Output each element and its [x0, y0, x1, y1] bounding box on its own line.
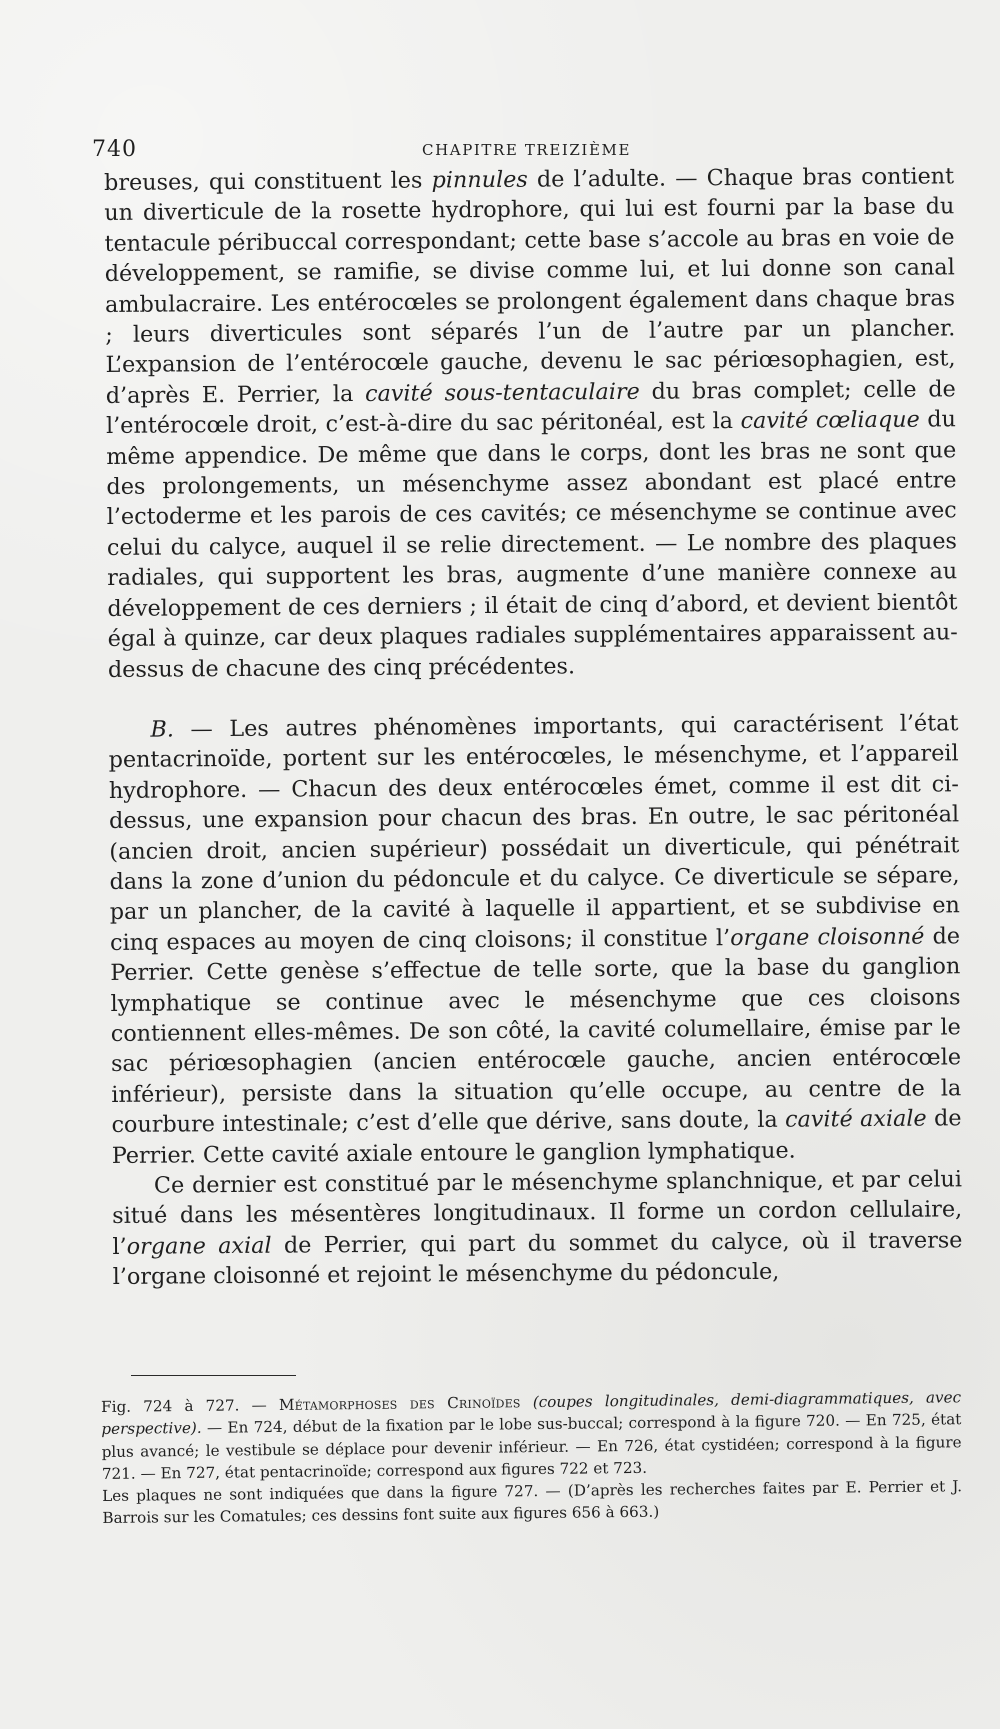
- paragraph-2-text-1: — Les autres phénomènes importants, qui caractérisent l’état pentacrinoïde, portent sur les entérocœles, le mésenchyme, et l’appareil hydrophore. — Chacun des deux entérocœles émet, comme il est dit ci-dessus, une expansion pour chacun des bras. En outre, le sac péritonéal (ancien droit, ancien supérieur) possédait un diverticule, qui pénétrait dans la zone d’union du pédoncule et du calyce. Ce diverticule se sépare, par un plancher, de la cavité à laquelle il appartient, et se subdivise en cinq espaces au moyen de cinq cloisons; il constitue l’: [108, 710, 960, 956]
- italic-term-cavite-coeliaque: cavité cœliaque: [740, 406, 920, 435]
- paragraph-1-text-3: du bras complet; celle de l’entérocœle droit, c’est-à-dire du sac péritonéal, est la: [105, 376, 956, 440]
- chapter-title: CHAPITRE TREIZIÈME: [422, 141, 632, 159]
- paragraph-2: [108, 708, 962, 1171]
- caption-text-2: Les plaques ne sont indiquées que dans la figure 727. — (D’après les recherches faites par E. Perrier et J. Barrois sur les Comatules; ces dessins font suite aux figures 656 à 663.): [102, 1477, 963, 1528]
- paragraph-1-text-4: du même appendice. De même que dans le corps, dont les bras ne sont que des prolongements, un mésenchyme assez abondant est placé entre l’ectoderme et les parois de ces cavités; ce mésenchyme se continue avec celui du calyce, auquel il se relie directement. — Le nombre des plaques radiales, qui supportent les bras, augmente d’une manière connexe au développement de ces derniers ; il était de cinq d’abord, et devient bientôt égal à quinze, car deux plaques radiales supplémentaires apparaissent au-dessus de chacune des cinq précédentes.: [106, 406, 958, 683]
- paragraph-3-text-1: Ce dernier est constitué par le mésenchyme splanchnique, et par celui situé dans les mésentères longitudinaux. Il forme un cordon cellulaire, l’: [112, 1166, 963, 1260]
- figure-caption: [101, 1386, 962, 1530]
- italic-term-cavite-axiale: cavité axiale: [784, 1105, 927, 1133]
- caption-figure-label: Fig. 724 à 727. —: [101, 1395, 280, 1416]
- italic-term-organe-axial: organe axial: [126, 1232, 272, 1260]
- italic-term-pinnules: pinnules: [431, 166, 528, 194]
- paragraph-1-text-1: breuses, qui constituent les: [104, 167, 432, 196]
- paragraph-3: [112, 1164, 963, 1292]
- paragraph-1-text-2: de l’adulte. — Chaque bras contient un diverticule de la rosette hydrophore, qui lui est fourni par la base du tentacule péribuccal correspondant; cette base s’accole au bras en voie de développement, se ramifie, se divise comme lui, et lui donne son canal ambulacraire. Les entérocœles se prolongent également dans chaque bras ; leurs diverticules sont séparés l’un de l’autre par un plancher. L’expansion de l’entérocœle gauche, devenu le sac périœsophagien, est, d’après E. Perrier, la: [104, 163, 956, 409]
- caption-divider: [131, 1375, 296, 1376]
- caption-paragraph-1: [101, 1386, 962, 1485]
- paragraph-1: [104, 161, 958, 685]
- paragraph-3-text-2: de Perrier, qui part du sommet du calyce, où il traverse l’organe cloisonné et rejoint le mésenchyme du pédoncule,: [112, 1227, 963, 1291]
- page-number: 740: [92, 137, 137, 162]
- italic-term-organe-cloisonne: organe cloisonné: [730, 923, 925, 951]
- caption-title: Métamorphoses des Crinoïdes: [278, 1393, 521, 1414]
- section-label: B.: [150, 716, 174, 743]
- paragraph-2-text-2: de Perrier. Cette genèse s’effectue de telle sorte, que la base du ganglion lymphatique se continue avec le mésenchyme que ces cloisons contiennent elles-mêmes. De son côté, la cavité columellaire, émise par le sac périœsophagien (ancien entérocœle gauche, ancien entérocœle inférieur), persiste dans la situation qu’elle occupe, au centre de la courbure intestinale; c’est d’elle que dérive, sans doute, la: [110, 923, 962, 1139]
- paragraph-2-text-3: de Perrier. Cette cavité axiale entoure le ganglion lymphatique.: [111, 1105, 962, 1169]
- italic-term-cavite-sous-tentaculaire: cavité sous-tentaculaire: [364, 378, 640, 407]
- caption-paragraph-2: [102, 1475, 962, 1529]
- caption-subtitle: (coupes longitudinales, demi-diagrammatiques, avec perspective).: [101, 1388, 962, 1439]
- caption-text-1: — En 724, début de la fixation par le lobe sus-buccal; correspond à la figure 720. — En 725, état plus avancé; le vestibule se déplace pour devenir inférieur. — En 726, état cystidéen; correspond à la figure 721. — En 727, état pentacrinoïde; correspond aux figures 722 et 723.: [101, 1410, 962, 1483]
- body-text: [104, 161, 963, 1292]
